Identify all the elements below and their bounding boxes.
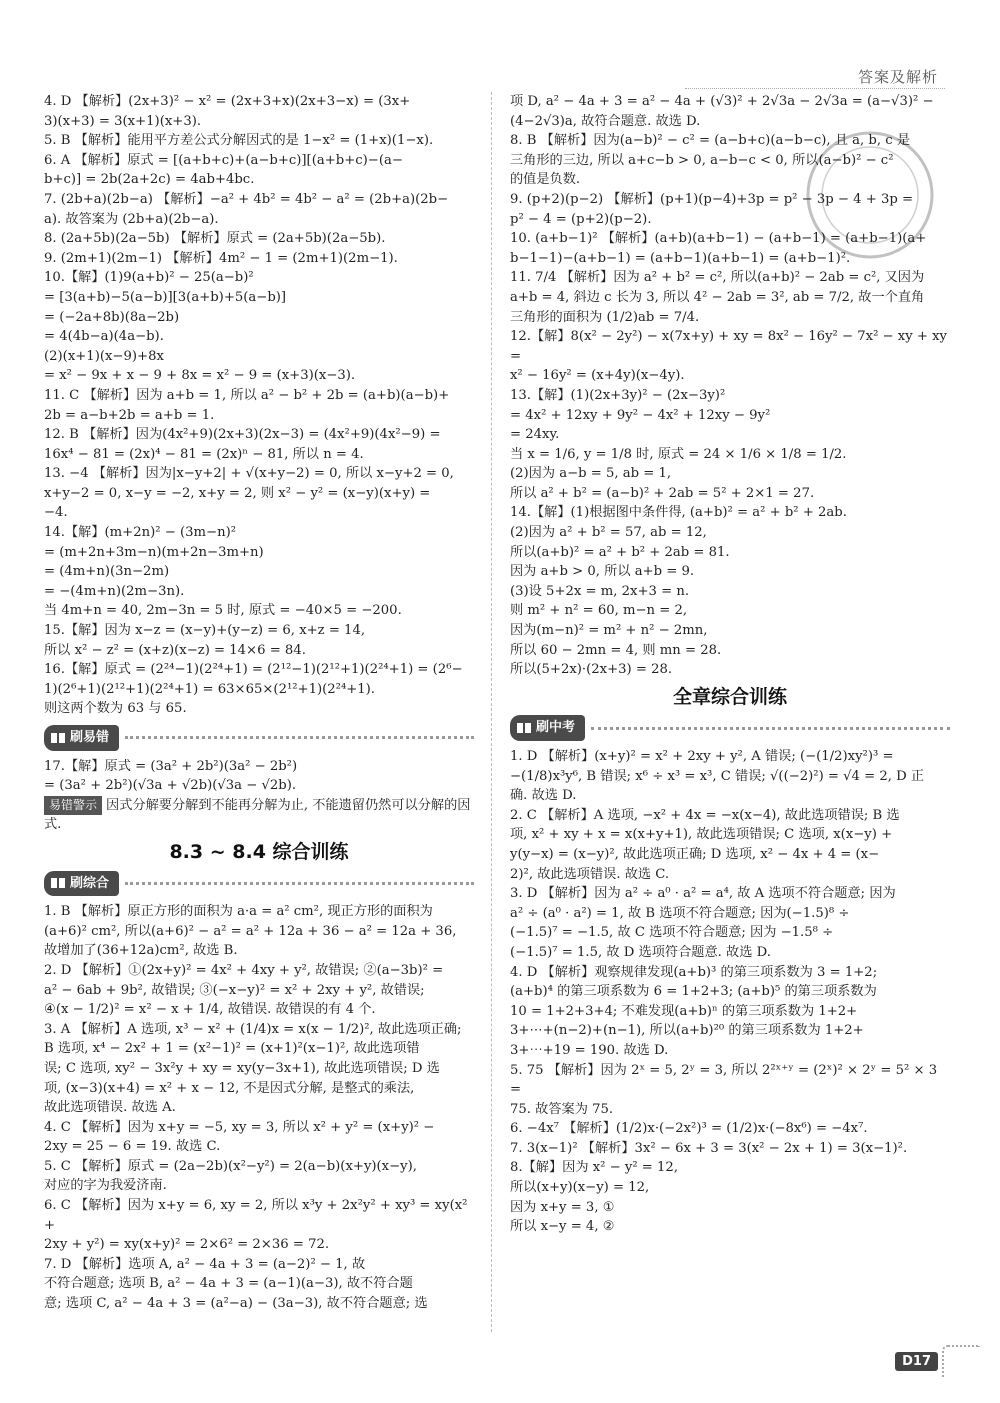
page-number: D17 bbox=[895, 1352, 938, 1371]
answer-line: 15.【解】因为 x−z = (x−y)+(y−z) = 6, x+z = 14, bbox=[44, 623, 366, 639]
answer-line: 13. −4 【解析】因为|x−y+2| + √(x+y−2) = 0, 所以 x−y+2 = 0, bbox=[44, 466, 454, 482]
answer-line: = x² − 9x + x − 9 + 8x = x² − 9 = (x+3)(x−3). bbox=[44, 368, 356, 384]
answer-line: a² − 6ab + 9b², 故错误; ③(−x−y)² = x² + 2xy + y², 故错误; bbox=[44, 982, 425, 998]
answer-line: 8. (2a+5b)(2a−5b) 【解析】原式 = (2a+5b)(2a−5b). bbox=[44, 231, 386, 247]
corner-decoration bbox=[942, 1345, 980, 1377]
column-divider bbox=[491, 92, 492, 1332]
answer-line: p² − 4 = (p+2)(p−2). bbox=[510, 211, 652, 227]
answer-line: 2. C 【解析】A 选项, −x² + 4x = −x(x−4), 故此选项错误; B 选 bbox=[510, 807, 900, 823]
answer-line: 当 x = 1/6, y = 1/8 时, 原式 = 24 × 1/6 × 1/8 = 1/2. bbox=[510, 446, 847, 462]
answer-line: 故此选项错误. 故选 A. bbox=[44, 1100, 176, 1116]
answer-line: b+c)] = 2b(2a+2c) = 4ab+4bc. bbox=[44, 172, 255, 188]
answer-line: 所以 x−y = 4, ② bbox=[510, 1219, 615, 1235]
answer-line: 的值是负数. bbox=[510, 172, 581, 188]
answer-line: 3. A 【解析】A 选项, x³ − x² + (1/4)x = x(x − 1/2)², 故此选项正确; bbox=[44, 1021, 462, 1037]
answer-line: (3)设 5+2x = m, 2x+3 = n. bbox=[510, 583, 690, 599]
answer-line: 则这两个数为 63 与 65. bbox=[44, 701, 187, 717]
answer-line: = (−2a+8b)(8a−2b) bbox=[44, 309, 180, 325]
answer-line: 2xy + y²) = xy(x+y)² = 2×6² = 2×36 = 72. bbox=[44, 1237, 330, 1253]
answer-line: 3+⋯+(n−2)+(n−1), 所以(a+b)²⁰ 的第三项系数为 1+2+ bbox=[510, 1023, 864, 1039]
answer-line: ④(x − 1/2)² = x² − x + 1/4, 故错误. 故错误的有 4 个. bbox=[44, 1002, 376, 1018]
dotted-rule bbox=[591, 727, 950, 730]
answer-line: a+b = 4, 斜边 c 长为 3, 所以 4² − 2ab = 3², ab = 7/2, 故一个直角 bbox=[510, 289, 925, 305]
answer-line: 1. B 【解析】原正方形的面积为 a·a = a² cm², 现正方形的面积为 bbox=[44, 904, 433, 920]
header-rule bbox=[685, 88, 945, 89]
page-header: 答案及解析 bbox=[857, 68, 938, 86]
answer-line: 误; C 选项, xy² − 3x²y + xy = xy(y−3x+1), 故此选项错误; D 选 bbox=[44, 1060, 440, 1076]
answer-line: 14.【解】(m+2n)² − (3m−n)² bbox=[44, 525, 236, 541]
dotted-rule bbox=[125, 736, 474, 739]
answer-line: 项, (x−3)(x+4) = x² + x − 12, 不是因式分解, 是整式的乘法, bbox=[44, 1080, 415, 1096]
answer-list-part1 bbox=[44, 92, 474, 719]
badge-comprehensive bbox=[44, 871, 119, 897]
section-title: 全章综合训练 bbox=[672, 685, 787, 708]
answer-line: 6. −4x⁷ 【解析】(1/2)x·(−2x²)³ = (1/2)x·(−8x⁶) = −4x⁷. bbox=[510, 1121, 868, 1137]
answer-line: 3+⋯+19 = 190. 故选 D. bbox=[510, 1042, 669, 1058]
answer-line: 7. D 【解析】选项 A, a² − 4a + 3 = (a−2)² − 1, 故 bbox=[44, 1256, 366, 1272]
answer-line: 所以 60 − 2mn = 4, 则 mn = 28. bbox=[510, 642, 722, 658]
answer-line: = 4x² + 12xy + 9y² − 4x² + 12xy − 9y² bbox=[510, 407, 771, 423]
answer-line: 所以 x² − z² = (x+z)(x−z) = 14×6 = 84. bbox=[44, 642, 306, 658]
answer-line: 因为(m−n)² = m² + n² − 2mn, bbox=[510, 623, 708, 639]
answer-line: 4. D 【解析】观察规律发现(a+b)³ 的第三项系数为 3 = 1+2; bbox=[510, 964, 878, 980]
answer-line: 11. 7/4 【解析】因为 a² + b² = c², 所以(a+b)² − 2ab = c², 又因为 bbox=[510, 270, 925, 286]
answer-line: 则 m² + n² = 60, m−n = 2, bbox=[510, 603, 688, 619]
answer-line: B 选项, x⁴ − 2x² + 1 = (x²−1)² = (x+1)²(x−1)², 故此选项错 bbox=[44, 1041, 420, 1057]
answer-line: y(y−x) = (x−y)², 故此选项正确; D 选项, x² − 4x + 4 = (x− bbox=[510, 846, 880, 862]
answer-line: = (4m+n)(3n−2m) bbox=[44, 564, 170, 580]
answer-line: (a+6)² cm², 所以(a+6)² − a² = a² + 12a + 36 − a² = 12a + 36, bbox=[44, 923, 457, 939]
section-badge-row bbox=[44, 871, 474, 897]
answer-line: b−1−1)−(a+b−1) = (a+b−1)(a+b−1) = (a+b−1)². bbox=[510, 250, 851, 266]
answer-line: 三角形的三边, 所以 a+c−b > 0, a−b−c < 0, 所以(a−b)² − c² bbox=[510, 152, 894, 168]
answer-line: 10. (a+b−1)² 【解析】(a+b)(a+b−1) − (a+b−1) = (a+b−1)(a+ bbox=[510, 231, 927, 247]
answer-line: x+y−2 = 0, x−y = −2, x+y = 2, 则 x² − y² = (x−y)(x+y) = bbox=[44, 485, 431, 501]
answer-line: 所以(5+2x)·(2x+3) = 28. bbox=[510, 662, 673, 678]
answer-line: 11. C 【解析】因为 a+b = 1, 所以 a² − b² + 2b = (a+b)(a−b)+ bbox=[44, 387, 450, 403]
answer-line: 项 D, a² − 4a + 3 = a² − 4a + (√3)² + 2√3a − 2√3a = (a−√3)² − bbox=[510, 94, 934, 109]
answer-line: (−1.5)⁷ = −1.5, 故 C 选项不符合题意; 因为 −1.5⁸ ÷ bbox=[510, 925, 834, 941]
answer-list-comprehensive bbox=[44, 902, 474, 1313]
answer-line: (−1.5)⁷ = 1.5, 故 D 选项符合题意. 故选 D. bbox=[510, 944, 771, 960]
answer-line: a² ÷ (a⁰ · a²) = 1, 故 B 选项不符合题意; 因为(−1.5)⁸ ÷ bbox=[510, 905, 850, 921]
answer-line: 14.【解】(1)根据图中条件得, (a+b)² = a² + b² + 2ab. bbox=[510, 505, 847, 521]
warning-note bbox=[44, 796, 474, 835]
dotted-rule bbox=[125, 882, 474, 885]
answer-line: (2)(x+1)(x−9)+8x bbox=[44, 348, 164, 364]
badge-exam bbox=[510, 715, 585, 741]
answer-line: 5. 75 【解析】因为 2ˣ = 5, 2ʸ = 3, 所以 2²ˣ⁺ʸ = (2ˣ)² × 2ʸ = 5² × 3 = bbox=[510, 1062, 938, 1098]
answer-line: 17.【解】原式 = (3a² + 2b²)(3a² − 2b²) bbox=[44, 758, 298, 774]
right-column bbox=[510, 92, 950, 1237]
answer-line: 10.【解】(1)9(a+b)² − 25(a−b)² bbox=[44, 270, 254, 286]
answer-line: 2b = a−b+2b = a+b = 1. bbox=[44, 407, 215, 423]
answer-line: −4. bbox=[44, 505, 68, 521]
badge-error-label: 刷易错 bbox=[70, 730, 110, 745]
answer-line: 1. D 【解析】(x+y)² = x² + 2xy + y², A 错误; (−(1/2)xy²)³ = bbox=[510, 749, 894, 764]
answer-line: 12.【解】8(x² − 2y²) − x(7x+y) + xy = 8x² − 16y² − 7x² − xy + xy = bbox=[510, 329, 947, 364]
answer-line: 8. B 【解析】因为(a−b)² − c² = (a−b+c)(a−b−c), 且 a, b, c 是 bbox=[510, 133, 911, 149]
badge-error bbox=[44, 725, 119, 751]
answer-line: 当 4m+n = 40, 2m−3n = 5 时, 原式 = −40×5 = −200. bbox=[44, 603, 402, 619]
answer-line: (4−2√3)a, 故符合题意. 故选 D. bbox=[510, 113, 701, 129]
answer-line: x² − 16y² = (x+4y)(x−4y). bbox=[510, 368, 685, 384]
answer-line: 13.【解】(1)(2x+3y)² − (2x−3y)² bbox=[510, 387, 726, 403]
answer-line: 4. C 【解析】因为 x+y = −5, xy = 3, 所以 x² + y² = (x+y)² − bbox=[44, 1119, 435, 1135]
answer-list-part2 bbox=[510, 92, 950, 680]
answer-line: 16.【解】原式 = (2²⁴−1)(2²⁴+1) = (2¹²−1)(2¹²+1)(2²⁴+1) = (2⁶− bbox=[44, 662, 463, 678]
section-badge-row bbox=[44, 725, 474, 751]
answer-line: 12. B 【解析】因为(4x²+9)(2x+3)(2x−3) = (4x²+9)(4x²−9) = bbox=[44, 427, 441, 443]
answer-line: 2)², 故此选项错误. 故选 C. bbox=[510, 866, 670, 882]
answer-line: 故增加了(36+12a)cm², 故选 B. bbox=[44, 943, 238, 959]
answer-line: = [3(a+b)−5(a−b)][3(a+b)+5(a−b)] bbox=[44, 289, 287, 305]
left-column bbox=[44, 92, 474, 1314]
section-badge-row bbox=[510, 715, 950, 741]
answer-line: (a+b)⁴ 的第三项系数为 6 = 1+2+3; (a+b)⁵ 的第三项系数为 bbox=[510, 984, 877, 1000]
answer-line: 2xy = 25 − 6 = 19. 故选 C. bbox=[44, 1139, 221, 1155]
answer-line: 确. 故选 D. bbox=[510, 788, 577, 804]
answer-list-error bbox=[44, 757, 474, 796]
answer-line: 6. C 【解析】因为 x+y = 6, xy = 2, 所以 x³y + 2x²y² + xy³ = xy(x² + bbox=[44, 1198, 468, 1233]
answer-line: 因为 x+y = 3, ① bbox=[510, 1199, 615, 1215]
answer-line: 因为 a+b > 0, 所以 a+b = 9. bbox=[510, 564, 695, 580]
answer-line: 所以(x+y)(x−y) = 12, bbox=[510, 1180, 650, 1196]
answer-line: 3)(x+3) = 3(x+1)(x+3). bbox=[44, 113, 202, 129]
answer-line: = (m+2n+3m−n)(m+2n−3m+n) bbox=[44, 544, 264, 560]
answer-line: −(1/8)x³y⁶, B 错误; x⁶ ÷ x³ = x³, C 错误; √((−2)²) = √4 = 2, D 正 bbox=[510, 768, 925, 784]
answer-line: 5. C 【解析】原式 = (2a−2b)(x²−y²) = 2(a−b)(x+y)(x−y), bbox=[44, 1158, 417, 1174]
answer-line: a). 故答案为 (2b+a)(2b−a). bbox=[44, 211, 219, 227]
answer-line: 意; 选项 C, a² − 4a + 3 = (a²−a) − (3a−3), 故不符合题意; 选 bbox=[44, 1296, 428, 1312]
answer-line: 3. D 【解析】因为 a² ÷ a⁰ · a² = a⁴, 故 A 选项不符合题意; 因为 bbox=[510, 886, 896, 902]
answer-line: 8.【解】因为 x² − y² = 12, bbox=[510, 1160, 679, 1176]
answer-line: = 24xy. bbox=[510, 427, 560, 443]
answer-list-exam bbox=[510, 747, 950, 1237]
warning-text: 因式分解要分解到不能再分解为止, 不能遗留仍然可以分解的因式. bbox=[44, 797, 471, 833]
answer-line: 7. 3(x−1)² 【解析】3x² − 6x + 3 = 3(x² − 2x + 1) = 3(x−1)². bbox=[510, 1140, 908, 1156]
answer-line: = −(4m+n)(2m−3n). bbox=[44, 583, 185, 599]
warning-label: 易错警示 bbox=[44, 796, 102, 816]
answer-line: = (3a² + 2b²)(√3a + √2b)(√3a − √2b). bbox=[44, 778, 297, 794]
answer-line: 75. 故答案为 75. bbox=[510, 1101, 614, 1117]
answer-line: 三角形的面积为 (1/2)ab = 7/4. bbox=[510, 309, 700, 325]
book-icon bbox=[50, 731, 66, 745]
answer-line: 16x⁴ − 81 = (2x)⁴ − 81 = (2x)ⁿ − 81, 所以 n = 4. bbox=[44, 446, 364, 462]
answer-line: 对应的字为我爱济南. bbox=[44, 1178, 167, 1194]
answer-line: 项, x² + xy + x = x(x+y+1), 故此选项错误; C 选项, x(x−y) + bbox=[510, 827, 893, 843]
answer-line: 所以(a+b)² = a² + b² + 2ab = 81. bbox=[510, 544, 730, 560]
answer-line: (2)因为 a−b = 5, ab = 1, bbox=[510, 466, 672, 482]
badge-comprehensive-label: 刷综合 bbox=[70, 875, 110, 891]
answer-line: 6. A 【解析】原式 = [(a+b+c)+(a−b+c)][(a+b+c)−(a− bbox=[44, 152, 403, 168]
book-icon bbox=[50, 876, 66, 890]
answer-line: 不符合题意; 选项 B, a² − 4a + 3 = (a−1)(a−3), 故不符合题 bbox=[44, 1276, 413, 1292]
answer-line: 5. B 【解析】能用平方差公式分解因式的是 1−x² = (1+x)(1−x). bbox=[44, 133, 434, 149]
answer-line: 10 = 1+2+3+4; 不难发现(a+b)ⁿ 的第三项系数为 1+2+ bbox=[510, 1003, 858, 1019]
section-title: 8.3 ~ 8.4 综合训练 bbox=[169, 840, 349, 863]
answer-line: 2. D 【解析】①(2x+y)² = 4x² + 4xy + y², 故错误; ②(a−3b)² = bbox=[44, 962, 444, 978]
answer-line: = 4(4b−a)(4a−b). bbox=[44, 329, 164, 345]
answer-line: 所以 a² + b² = (a−b)² + 2ab = 5² + 2×1 = 27. bbox=[510, 485, 815, 501]
answer-line: 1)(2⁶+1)(2¹²+1)(2²⁴+1) = 63×65×(2¹²+1)(2²⁴+1). bbox=[44, 681, 376, 697]
answer-line: 9. (2m+1)(2m−1) 【解析】4m² − 1 = (2m+1)(2m−1). bbox=[44, 250, 398, 266]
answer-line: 4. D 【解析】(2x+3)² − x² = (2x+3+x)(2x+3−x) = (3x+ bbox=[44, 94, 411, 109]
book-icon bbox=[516, 721, 532, 735]
badge-exam-label: 刷中考 bbox=[536, 720, 576, 736]
answer-line: 7. (2b+a)(2b−a) 【解析】−a² + 4b² = 4b² − a² = (2b+a)(2b− bbox=[44, 191, 449, 207]
answer-line: 9. (p+2)(p−2) 【解析】(p+1)(p−4)+3p = p² − 3p − 4 + 3p = bbox=[510, 191, 914, 207]
answer-line: (2)因为 a² + b² = 57, ab = 12, bbox=[510, 525, 707, 541]
